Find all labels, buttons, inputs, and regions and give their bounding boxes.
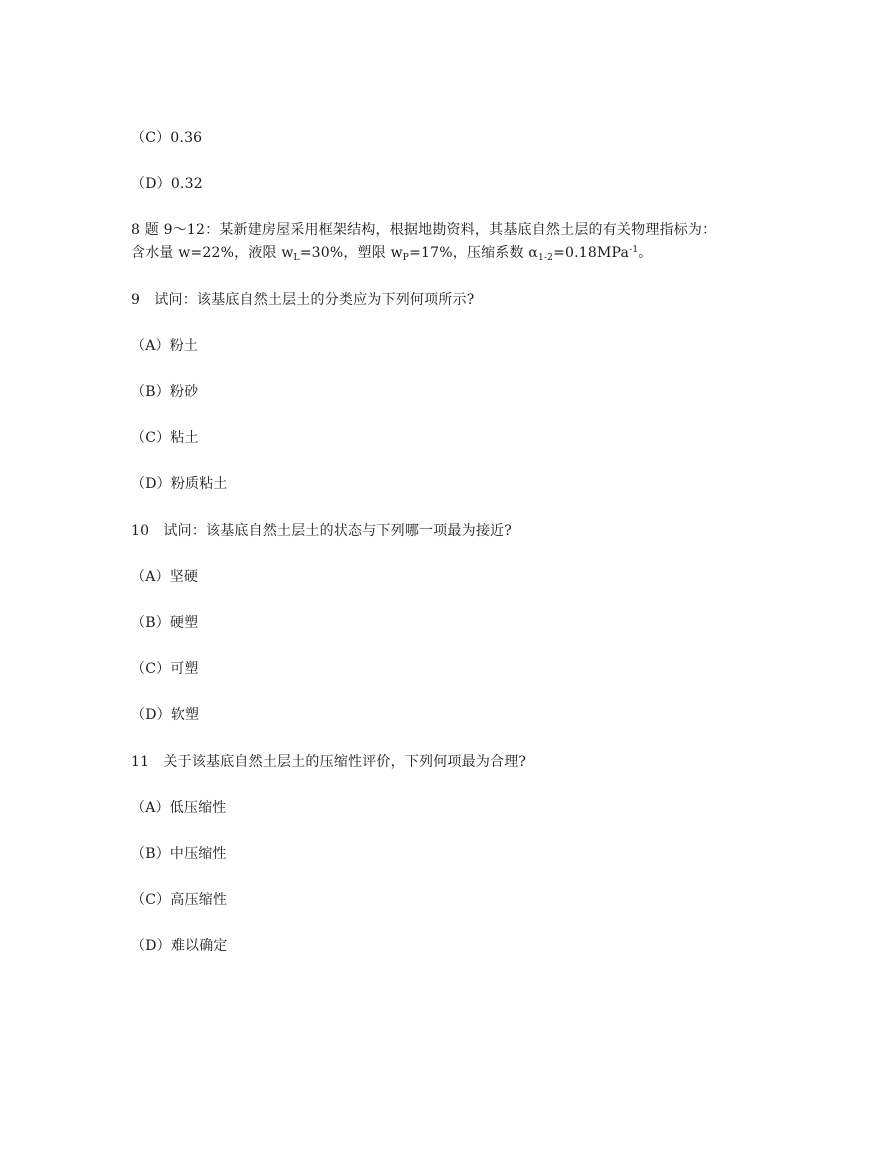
option-c-prev: （C）0.36 bbox=[131, 130, 203, 146]
question-11-option-c: （C）高压缩性 bbox=[131, 892, 228, 908]
question-11-stem: 11 关于该基底自然土层土的压缩性评价，下列何项最为合理? bbox=[131, 754, 527, 770]
option-d-prev: （D）0.32 bbox=[131, 176, 203, 192]
text-segment: 含水量 w=22%，液限 w bbox=[131, 245, 294, 261]
question-10-option-b: （B）硬塑 bbox=[131, 615, 199, 631]
question-8-intro-line1: 8 题 9～12：某新建房屋采用框架结构，根据地勘资料，其基底自然土层的有关物理指标为： bbox=[131, 222, 717, 238]
question-9-option-c: （C）粘土 bbox=[131, 430, 199, 446]
subscript-plastic-limit: P bbox=[402, 253, 410, 263]
question-11-option-b: （B）中压缩性 bbox=[131, 846, 227, 862]
text-segment: 。 bbox=[638, 245, 653, 261]
question-9-stem: 9 试问：该基底自然土层土的分类应为下列何项所示? bbox=[131, 292, 475, 308]
question-11-option-a: （A）低压缩性 bbox=[131, 800, 227, 816]
question-9-option-a: （A）粉土 bbox=[131, 338, 199, 354]
text-segment: =0.18MPa bbox=[553, 245, 630, 261]
question-10-stem: 10 试问：该基底自然土层土的状态与下列哪一项最为接近? bbox=[131, 523, 512, 539]
subscript-liquid-limit: L bbox=[293, 253, 300, 263]
text-segment: =30%，塑限 w bbox=[299, 245, 403, 261]
subscript-compression: 1-2 bbox=[538, 253, 554, 263]
question-9-option-b: （B）粉砂 bbox=[131, 384, 199, 400]
question-11-option-d: （D）难以确定 bbox=[131, 938, 228, 954]
question-8-intro-line2 bbox=[131, 245, 652, 263]
superscript-unit: -1 bbox=[629, 245, 639, 255]
text-segment: =17%，压缩系数 α bbox=[409, 245, 539, 261]
question-10-option-c: （C）可塑 bbox=[131, 661, 199, 677]
question-10-option-a: （A）坚硬 bbox=[131, 569, 199, 585]
question-9-option-d: （D）粉质粘土 bbox=[131, 476, 228, 492]
question-10-option-d: （D）软塑 bbox=[131, 707, 200, 723]
